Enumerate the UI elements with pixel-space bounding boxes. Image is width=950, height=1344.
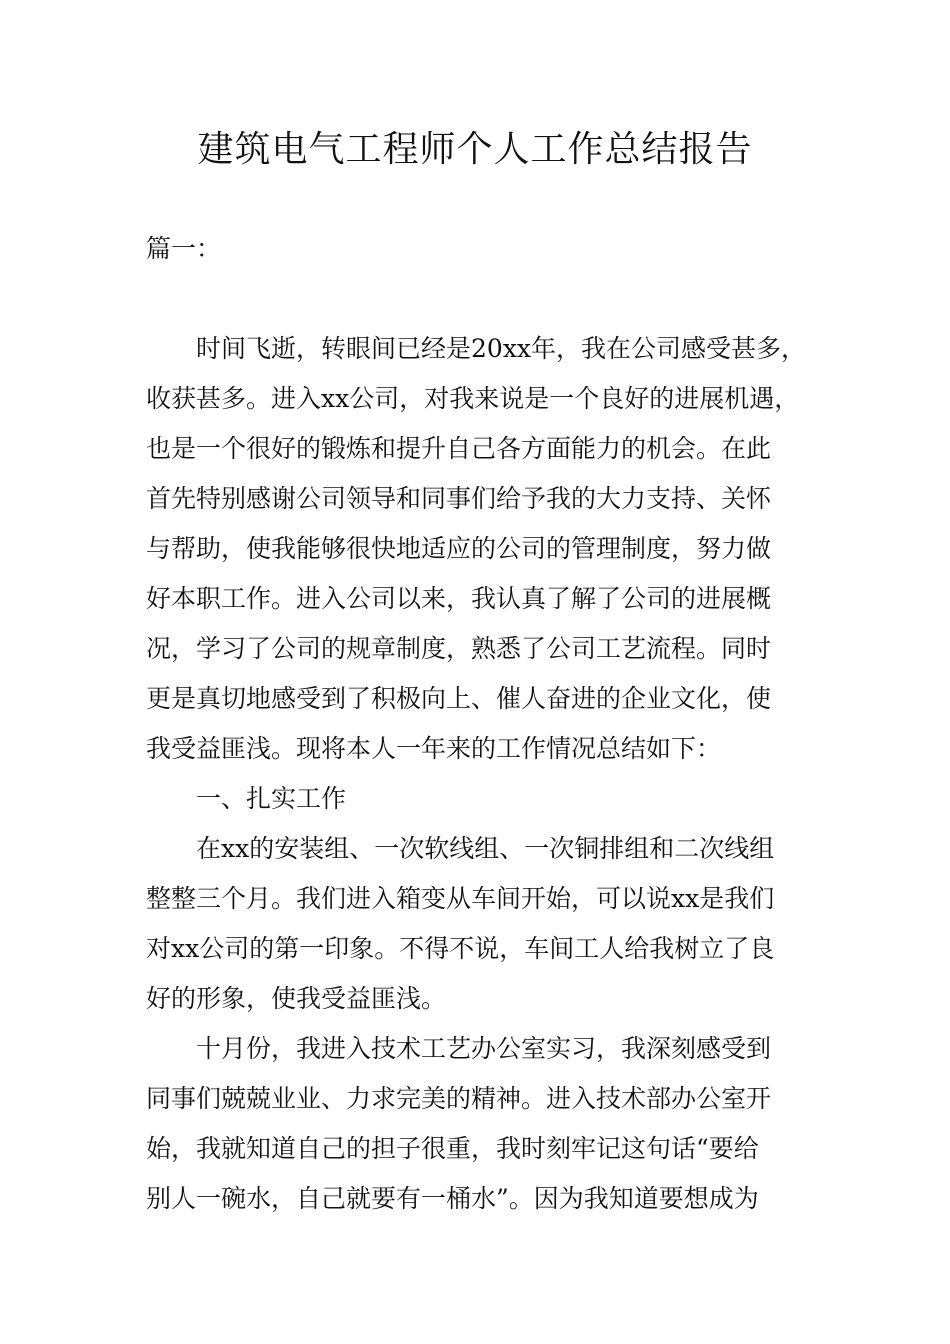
paragraph-line: 更是真切地感受到了积极向上、催人奋进的企业文化，使 <box>146 684 772 713</box>
paragraph-line: 同事们兢兢业业、力求完美的精神。进入技术部办公室开 <box>146 1084 772 1113</box>
paragraph-line: 收获甚多。进入xx公司，对我来说是一个良好的进展机遇， <box>146 384 800 413</box>
paragraph-line: 始，我就知道自己的担子很重，我时刻牢记这句话“要给 <box>146 1134 759 1163</box>
paragraph-line: 也是一个很好的锻炼和提升自己各方面能力的机会。在此 <box>146 434 772 463</box>
paragraph-line: 时间飞逝，转眼间已经是20xx年，我在公司感受甚多， <box>196 334 807 363</box>
document-title: 建筑电气工程师个人工作总结报告 <box>197 129 753 170</box>
paragraph-line: 好本职工作。进入公司以来，我认真了解了公司的进展概 <box>146 584 772 613</box>
paragraph-line: 在xx的安装组、一次软线组、一次铜排组和二次线组 <box>196 834 775 863</box>
paragraph-line: 整整三个月。我们进入箱变从车间开始，可以说xx是我们 <box>146 884 775 913</box>
paragraph-line: 况，学习了公司的规章制度，熟悉了公司工艺流程。同时 <box>146 634 772 663</box>
paragraph-line: 与帮助，使我能够很快地适应的公司的管理制度，努力做 <box>146 534 772 563</box>
paragraph-line: 好的形象，使我受益匪浅。 <box>146 984 447 1013</box>
paragraph-line: 我受益匪浅。现将本人一年来的工作情况总结如下： <box>146 734 722 763</box>
paragraph-line: 别人一碗水，自己就要有一桶水”。因为我知道要想成为 <box>146 1184 759 1213</box>
section-heading: 一、扎实工作 <box>196 784 347 813</box>
paragraph-line: 对xx公司的第一印象。不得不说，车间工人给我树立了良 <box>146 934 775 963</box>
section-label: 篇一： <box>146 234 222 263</box>
paragraph-line: 首先特别感谢公司领导和同事们给予我的大力支持、关怀 <box>146 484 772 513</box>
paragraph-line: 十月份，我进入技术工艺办公室实习，我深刻感受到 <box>196 1034 772 1063</box>
